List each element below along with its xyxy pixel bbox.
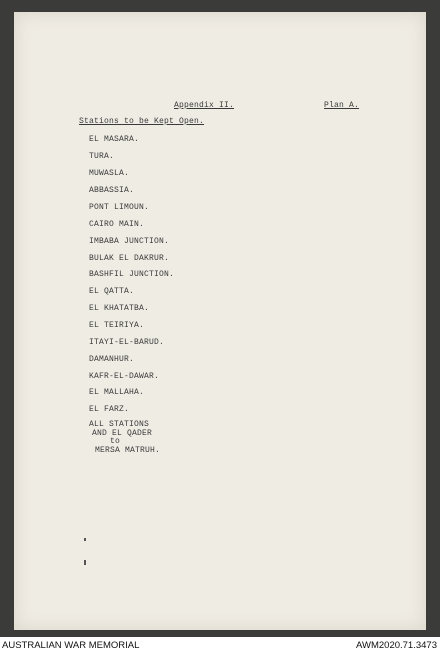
appendix-heading: Appendix II.	[174, 101, 235, 110]
reference-number: AWM2020.71.3473	[356, 640, 437, 651]
final-entry-line: to	[110, 437, 121, 447]
station-item: EL MALLAHA.	[89, 388, 145, 397]
station-item: EL KHATATBA.	[89, 304, 150, 313]
station-item: PONT LIMOUN.	[89, 203, 150, 212]
punch-mark	[84, 560, 86, 565]
station-item: DAMANHUR.	[89, 355, 135, 364]
station-item: IMBABA JUNCTION.	[89, 237, 170, 246]
station-item: KAFR-EL-DAWAR.	[89, 372, 160, 381]
station-item: EL QATTA.	[89, 287, 135, 296]
station-item: EL MASARA.	[89, 135, 140, 144]
list-subheading: Stations to be Kept Open.	[79, 117, 205, 126]
station-item: MUWASLA.	[89, 169, 130, 178]
punch-mark	[84, 538, 86, 541]
final-station-entry	[89, 421, 160, 455]
station-item: BULAK EL DAKRUR.	[89, 254, 170, 263]
archive-footer	[0, 637, 440, 653]
station-item: ABBASSIA.	[89, 186, 135, 195]
plan-label: Plan A.	[324, 101, 360, 110]
document-page	[14, 12, 426, 630]
final-entry-line: ALL STATIONS	[89, 420, 150, 429]
station-item: TURA.	[89, 152, 115, 161]
final-entry-line: MERSA MATRUH.	[95, 445, 161, 455]
station-item: ITAYI-EL-BARUD.	[89, 338, 165, 347]
station-item: BASHFIL JUNCTION.	[89, 270, 175, 279]
final-entry-line: AND EL QADER	[92, 428, 153, 438]
institution-label: AUSTRALIAN WAR MEMORIAL	[2, 640, 140, 651]
station-item: EL FARZ.	[89, 405, 130, 414]
station-item: CAIRO MAIN.	[89, 220, 145, 229]
station-item: EL TEIRIYA.	[89, 321, 145, 330]
